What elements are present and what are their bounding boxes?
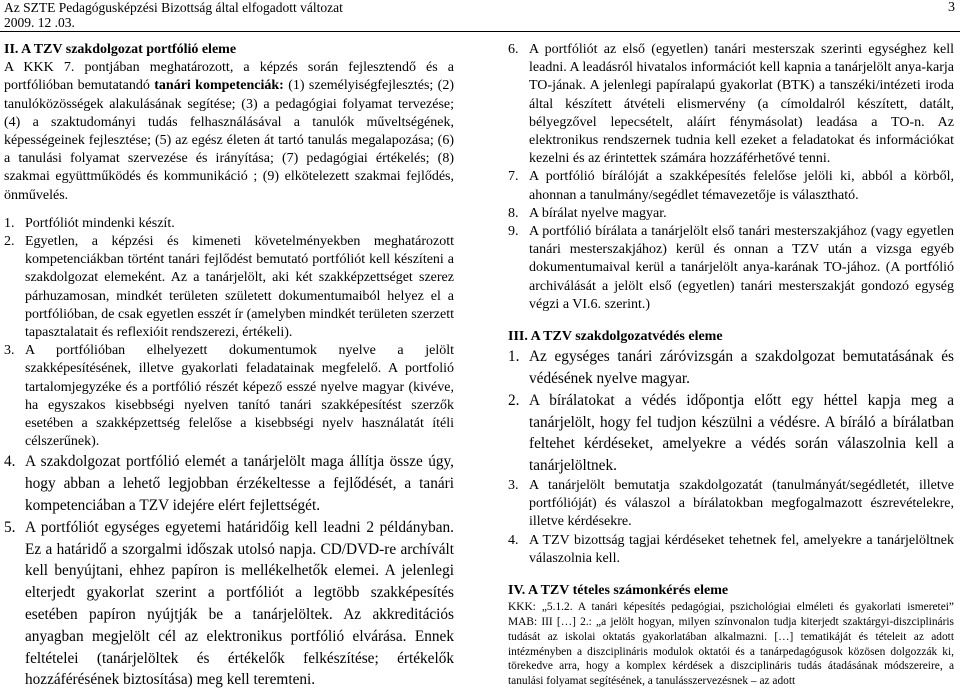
list-item [508,41,954,168]
list-item-number: 6. [508,42,519,57]
defense-rules-list [508,346,954,568]
list-item-number: 9. [508,224,519,240]
section-2-heading: II. A TZV szakdolgozat portfólió eleme [4,42,237,57]
list-item-number: 2. [4,234,15,250]
list-item-number: 2. [508,391,520,409]
list-item [4,215,454,233]
list-item-text: A portfólióban elhelyezett dokumentumok nyelve a jelölt szakképesítésének, illetve gyakorlati feladatainak megfelelő. A portfolió tartalomjegyzéke és a portfólió részét képező esszé nyelve magyar (kivéve, ha egyszakos kisebbségi nyelven tanító tanári szakképesítést szerzők esetében a szakképzettség felelőse a kisebbségi nyelv használatát ítéli célszerűnek). [25,343,454,450]
intro-text-b: (1) személyiségfejlesztés; (2) tanulóközösségek alakulásának segítése; (3) a pedagógiai folyamat tervezése; (4) a szaktudományi tudás felhasználásával a tanulók műveltségének, képességeinek fejlesztése; (5) az egész életen át tartó tanulás megalapozása; (6) a tanulási folyamat szervezése és irányítása; (7) pedagógiai értékelés; (8) szakmai együttműködés és kommunikáció ; (9) elkötelezett szakmai fejlődés, önművelés. [4,78,455,203]
list-item [4,342,454,451]
spacer [4,205,454,215]
list-item [4,451,454,516]
list-item-text: A szakdolgozat portfólió elemét a tanárjelölt maga állítja össze úgy, hogy abban a lehető legjobban érzékeltesse a fejlődését, a tanári kompetenciában a TZV idejére elért fejlettségét. [25,453,454,515]
list-item-text: A bírálatokat a védés időpontja előtt egy héttel kapja meg a tanárjelölt, hogy fel tudjon készülni a védésre. A bíráló a bírálatban feltehet kérdéseket, amelyekre a védés során válaszolnia kell a tanárjelöltnek. [529,391,954,475]
right-column [508,41,954,689]
portfolio-rules-list [4,215,454,691]
list-item-number: 1. [4,215,15,231]
header-divider [0,31,960,32]
list-item-number: 3. [508,478,519,494]
list-item-number: 8. [508,205,519,221]
list-item [4,517,454,691]
list-item [4,233,454,342]
left-column [4,41,454,691]
page-header [0,0,960,40]
kkk-mab-quote: KKK: „5.1.2. A tanári képesítés pedagógiai, pszichológiai elméleti és gyakorlati ismeretei” MAB: III […] 2.: „a jelölt hogyan, milyen színvonalon tudja kiterjedt szaktárgyi-diszciplináris tudását az iskolai oktatás gyakorlatában alkalmazni. […] tematikáját és tételeit az adott intézményben a diszciplináris modulok oktatói és a tanárpedagógusok közösen dolgozzák ki, törekedve arra, hogy a komplex kérdések a diszciplináris tudás átadásának módszereire, a tanulási folyamat segítésének, a tanulásszervezésnek – az adott [508,601,954,688]
list-item-text: Egyetlen, a képzési és kimeneti követelményekben meghatározott kompetenciákban történt tanári fejlődést bemutató portfóliót kell készíteni a szakdolgozat elemeként. Az a tanárjelölt, aki két szakképzettséget szerez párhuzamosan, mindkét területen született dokumentumaiból helyez el a portfólióban, de csak egyetlen esszét ír (amelyben mindkét területen szerzett tapasztalatait és reflexióit rendszerezi, értékeli). [25,234,454,341]
document-date: 2009. 12 .03. [4,15,75,30]
list-item-text: A tanárjelölt bemutatja szakdolgozatát (tanulmányát/segédletét, illetve portfólióját) és válaszol a bírálatokban megfogalmazott észrevételekre, illetve kérdésekre. [529,478,954,530]
list-item [508,168,954,204]
list-item [508,477,954,532]
list-item-number: 7. [508,169,519,185]
intro-text-a: A KKK 7. pontjában meghatározott, a képzés során fejlesztendő és a portfólióban bemutatandó [4,60,454,94]
list-item-text: Az egységes tanári záróvizsgán a szakdolgozat bemutatásának és védésének nyelve magyar. [529,348,954,388]
list-item-text: Portfóliót mindenki készít. [25,215,175,231]
list-item-text: A portfóliót egységes egyetemi határidőig kell leadni 2 példányban. Ez a határidő a szorgalmi időszak utolsó napja. CD/DVD-re archívált kell benyújtani, ehhez papíron is mellékelhetők elemei. A jelenlegi elterjedt gyakorlat szerint a portfóliót a legtöbb szakképesítés esetében papíron nyújtják be a tanárjelöltek. Az akkreditációs anyagban megjelölt cél az elektronikus portfólió elvárása. Ennek feltételei (tanárjelöltek és értékelők felkészítése; értékelők hozzáférésének biztosítása) meg kell teremteni. [25,518,454,689]
section-3-heading: III. A TZV szakdolgozatvédés eleme [508,329,723,345]
list-item-number: 3. [4,343,15,359]
list-item-text: A portfólió bírálóját a szakképesítés felelőse jelöli ki, abból a körből, ahonnan a tanulmány/segédlet témavezetője is választható. [529,169,954,203]
list-item-number: 5. [4,518,16,536]
list-item-number: 4. [508,532,519,548]
list-item-number: 4. [4,453,16,471]
list-item [508,346,954,390]
list-item-number: 1. [508,348,520,366]
list-item [508,532,954,568]
portfolio-rules-list-continued [508,41,954,314]
competencies-paragraph [4,59,454,205]
intro-bold-term: tanári kompetenciák: [154,78,284,94]
spacer [508,568,954,582]
list-item-text: A portfólió bírálata a tanárjelölt első tanári mesterszakjához (vagy egyetlen tanári mesterszakjához) kerül és onnan a TZV után a vizsga egyéb dokumentumaival kerül a tanárjelölt anya-karának TO-jához. (A portfólió archiválását a jelölt első (egyetlen) tanári mesterszakját gondozó egység végzi a VI.6. szerint.) [529,224,954,312]
document-title: Az SZTE Pedagógusképzési Bizottság által elfogadott változat [4,0,343,15]
list-item-text: A TZV bizottság tagjai kérdéseket tehetnek fel, amelyekre a tanárjelöltnek válaszolnia kell. [529,532,954,566]
list-item [508,390,954,477]
spacer [508,314,954,328]
list-item [508,205,954,223]
page-number: 3 [948,0,955,15]
list-item-text: A portfóliót az első (egyetlen) tanári mesterszak szerinti egységhez kell leadni. A leadásról hivatalos információt kell kapnia a tanárjelölt anya-karja TO-jának. A jelenlegi papíralapú gyakorlat (BTK) a tanszéki/intézeti iroda által készített átvételi elismervény (a címoldalról készített, datált, bélyegzővel lepecsételt, aláírt fénymásolat) leadása a TO-n. Az elektronikus rendszernek tudnia kell ezeket a feladatokat és információkat kezelni és az érintettek számára hozzáférhetővé tenni. [529,42,954,167]
list-item-text: A bírálat nyelve magyar. [529,205,667,221]
section-4-heading: IV. A TZV tételes számonkérés eleme [508,583,729,599]
list-item [508,223,954,314]
